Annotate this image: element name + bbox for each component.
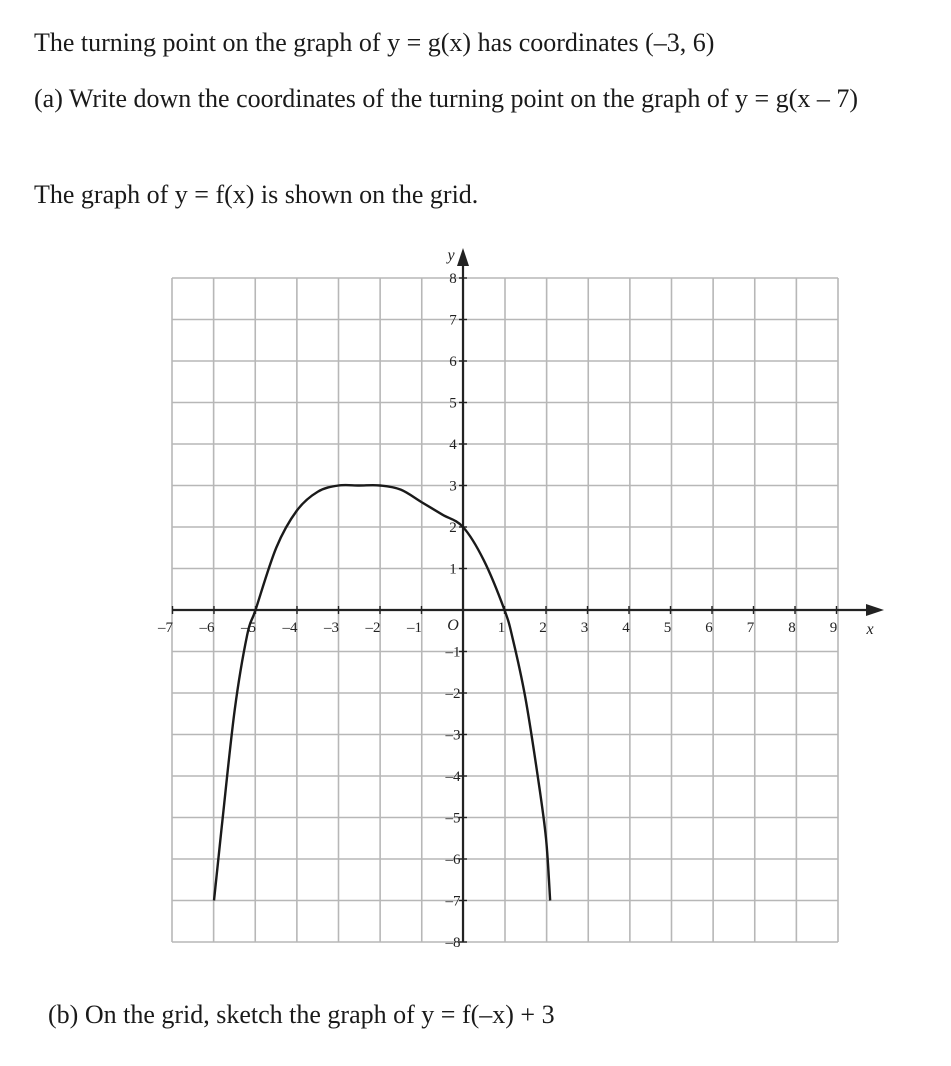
x-axis-arrow-icon [866,604,884,616]
x-tick-label: 8 [788,620,796,636]
x-tick-label: 5 [663,620,672,636]
graph-intro-text: The graph of y = f(x) is shown on the grid. [34,180,479,209]
y-tick-label: 2 [449,520,457,536]
x-tick-label: 3 [580,620,589,636]
question-part-a: (a) Write down the coordinates of the turning point on the graph of y = g(x – 7) [34,84,858,113]
y-tick-label: –3 [445,727,461,744]
question-intro: The turning point on the graph of y = g(x) has coordinates (–3, 6) [34,28,715,57]
y-tick-label: 6 [449,354,457,370]
y-tick-label: 8 [449,271,457,287]
x-tick-label: –7 [158,620,173,636]
x-tick-label: –5 [241,620,256,636]
y-tick-label: –1 [445,644,461,661]
x-tick-label: 6 [705,620,713,636]
x-tick-label: –3 [324,620,339,636]
y-tick-label: –6 [445,852,461,868]
x-tick-label: 2 [539,620,547,636]
y-tick-label: –2 [445,686,461,702]
x-tick-label: 4 [622,620,630,636]
x-tick-label: –4 [282,620,298,636]
y-tick-label: 5 [449,395,457,412]
tick-labels [157,247,874,951]
x-tick-label: 7 [746,620,755,636]
x-tick-label: –1 [407,620,422,636]
x-tick-label: –6 [199,620,215,636]
y-axis-arrow-icon [457,248,469,266]
y-tick-label: 3 [449,478,457,495]
axes [172,248,884,942]
x-tick-label: 1 [497,620,506,636]
x-tick-label: –2 [365,620,381,636]
y-tick-label: –8 [445,935,461,951]
y-tick-label: 4 [449,437,457,453]
x-axis-label: x [866,621,874,638]
question-part-b: (b) On the grid, sketch the graph of y = f(–x) + 3 [48,1000,555,1029]
y-tick-label: –4 [445,769,461,785]
y-tick-label: –7 [445,893,461,910]
y-tick-label: –5 [445,810,461,827]
y-tick-label: 1 [449,561,457,578]
origin-label: O [447,617,459,634]
y-tick-label: 7 [449,312,457,329]
y-axis-label: y [447,247,455,264]
x-tick-label: 9 [829,620,838,636]
